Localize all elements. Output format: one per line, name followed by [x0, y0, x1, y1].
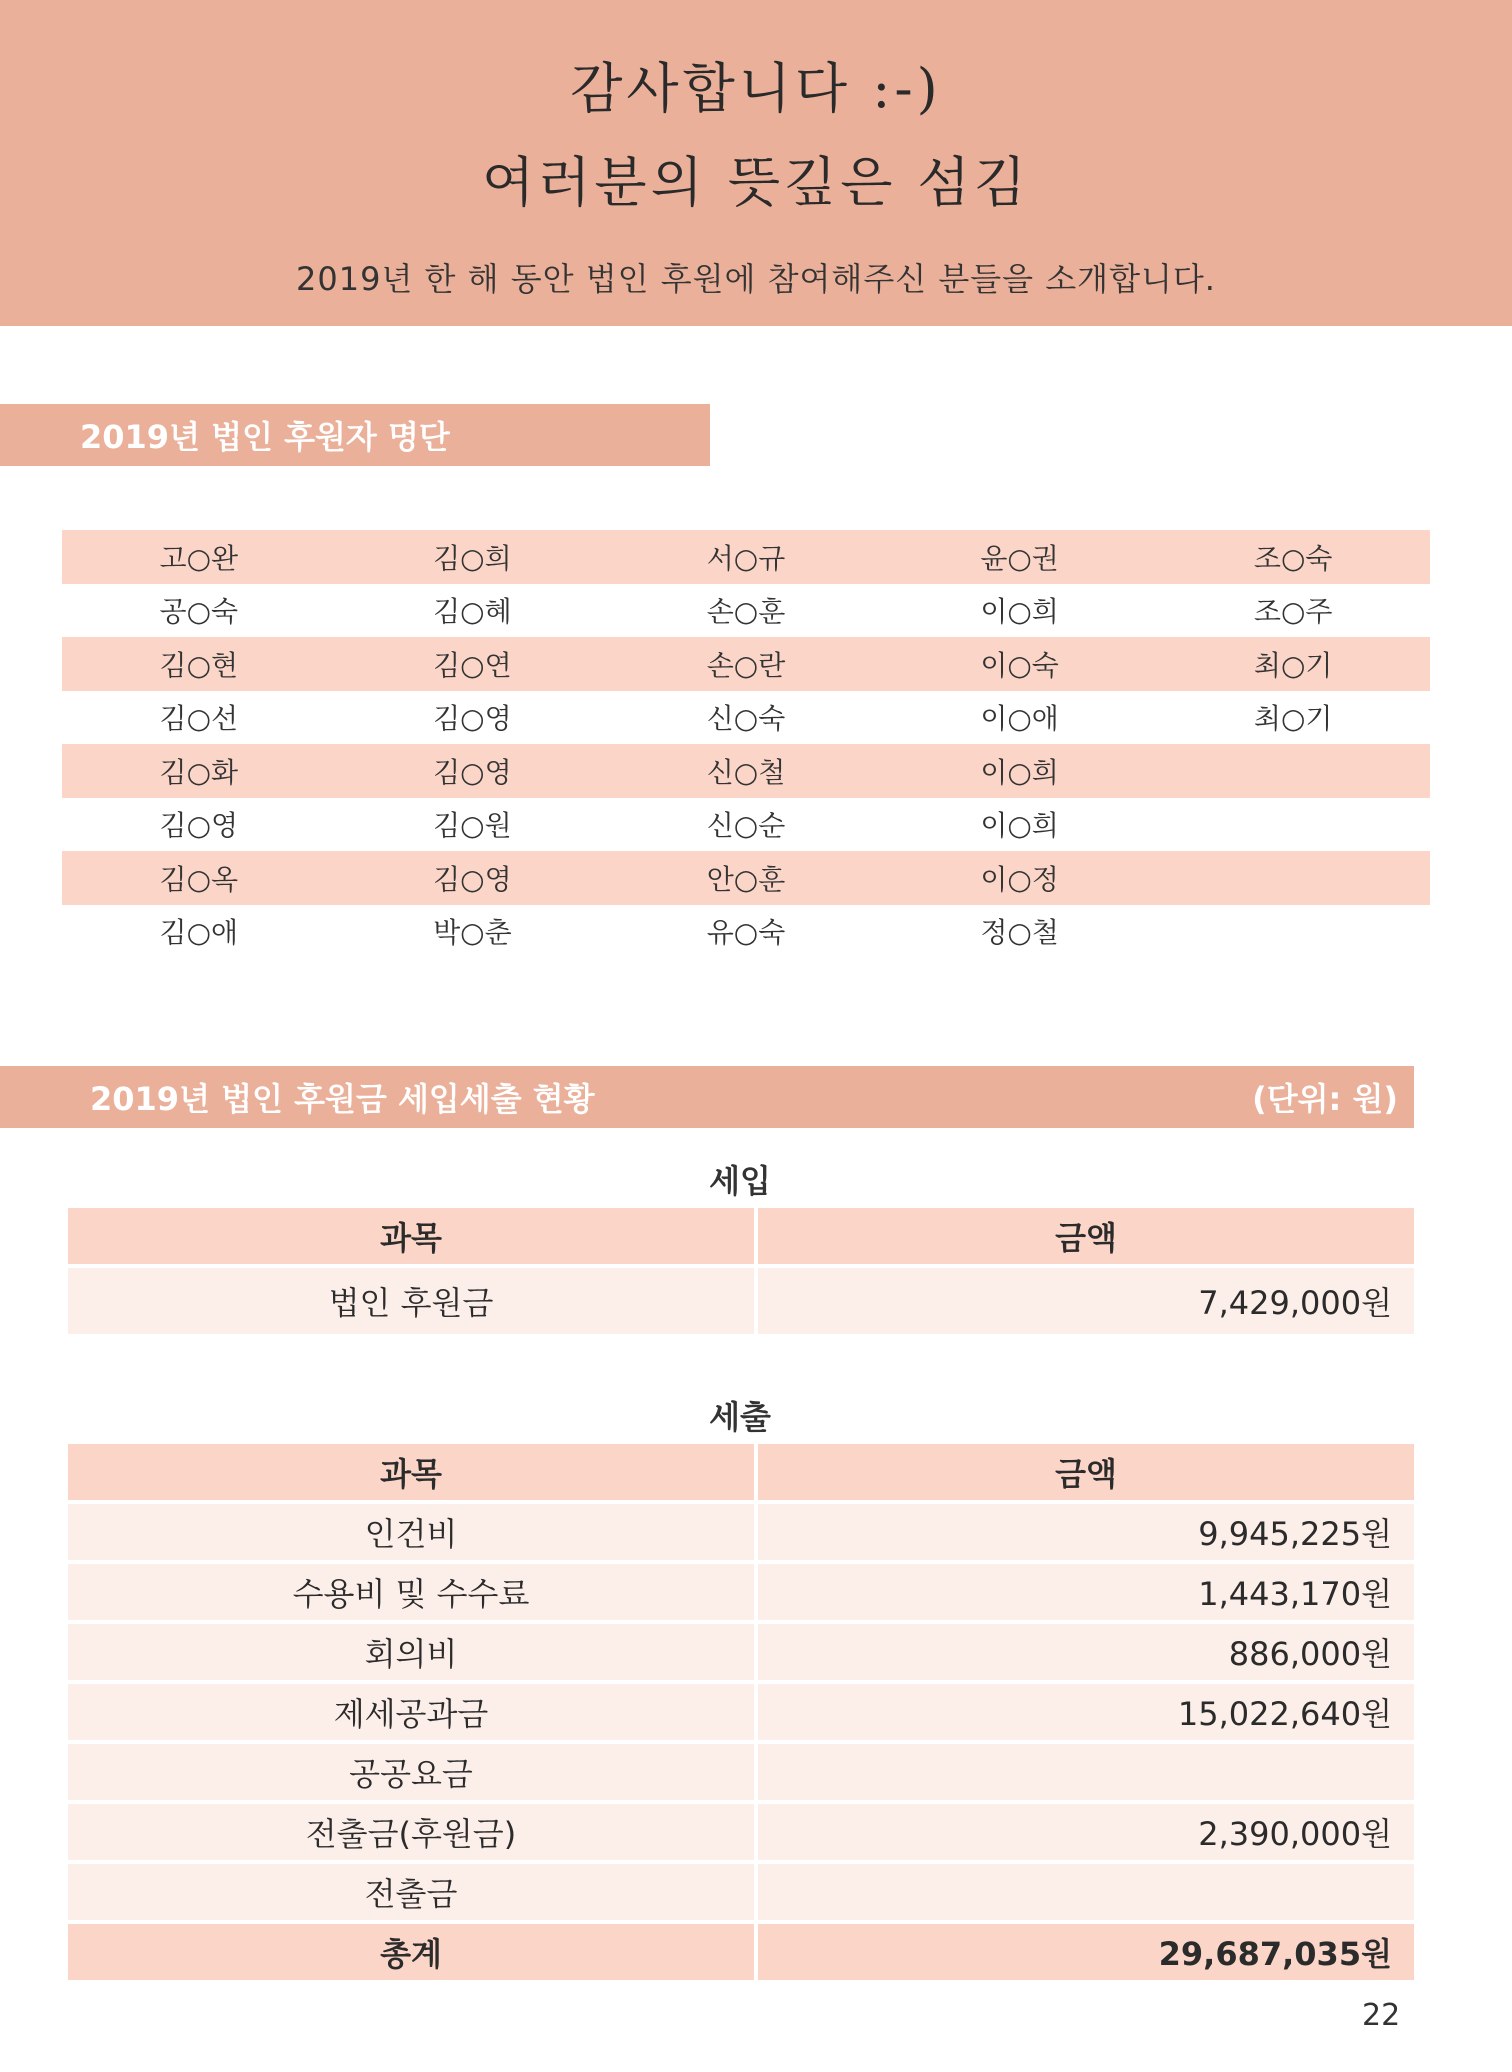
header-banner — [0, 0, 1512, 326]
subject-cell: 법인 후원금 — [68, 1268, 758, 1334]
donor-name — [1156, 798, 1430, 852]
donor-section-title-text: 2019년 법인 후원자 명단 — [80, 418, 450, 456]
donor-row — [62, 851, 1430, 905]
subject-cell: 전출금 — [68, 1864, 758, 1920]
donor-name: 최○기 — [1253, 648, 1333, 682]
donor-name: 이○희 — [980, 809, 1059, 843]
amount-cell — [758, 1864, 1414, 1920]
donor-row — [62, 798, 1430, 852]
intro-text: 2019년 한 해 동안 법인 후원에 참여해주신 분들을 소개합니다. — [296, 260, 1216, 298]
subject-cell: 인건비 — [68, 1504, 758, 1560]
finance-section-title — [0, 1066, 1414, 1128]
donor-name: 조○숙 — [1253, 541, 1333, 575]
table-row — [68, 1504, 1414, 1564]
expense-table — [68, 1444, 1414, 1984]
donor-name: 김○현 — [159, 648, 239, 682]
donor-name: 최○기 — [1253, 702, 1333, 736]
donor-name: 김○영 — [433, 862, 512, 896]
expense-table-title: 세출 — [709, 1398, 771, 1436]
donor-name: 유○숙 — [706, 916, 786, 950]
donor-name: 조○주 — [1253, 595, 1333, 629]
donor-name: 김○영 — [433, 702, 512, 736]
donor-name: 김○애 — [159, 916, 239, 950]
subject-cell: 제세공과금 — [68, 1684, 758, 1740]
amount-cell: 886,000원 — [1228, 1635, 1392, 1673]
table-row — [68, 1624, 1414, 1684]
amount-cell: 15,022,640원 — [1177, 1695, 1392, 1733]
donor-section-title — [0, 404, 710, 466]
table-header-row — [68, 1444, 1414, 1504]
income-table-title: 세입 — [709, 1162, 771, 1200]
unit-label: (단위: 원) — [1252, 1080, 1398, 1118]
donor-name: 손○훈 — [706, 595, 786, 629]
donor-name: 안○훈 — [706, 862, 786, 896]
subject-cell: 수용비 및 수수료 — [68, 1564, 758, 1620]
donor-name: 이○희 — [980, 755, 1059, 789]
header-subject: 과목 — [68, 1208, 758, 1264]
income-table — [68, 1208, 1414, 1338]
donor-name: 서○규 — [706, 541, 786, 575]
donor-name: 신○숙 — [706, 702, 786, 736]
table-header-row — [68, 1208, 1414, 1268]
amount-cell: 2,390,000원 — [1198, 1815, 1392, 1853]
donor-list — [62, 530, 1430, 958]
page-number: 22 — [1362, 1998, 1401, 2033]
donor-name: 김○희 — [433, 541, 512, 575]
donor-name: 신○순 — [706, 809, 786, 843]
amount-cell — [758, 1744, 1414, 1800]
thanks-heading: 감사합니다 :-) — [570, 57, 942, 120]
donor-row — [62, 744, 1430, 798]
donor-name: 이○애 — [980, 702, 1059, 736]
subject-cell: 전출금(후원금) — [68, 1804, 758, 1860]
donor-name: 김○선 — [159, 702, 239, 736]
total-row — [68, 1924, 1414, 1984]
donor-name: 김○원 — [433, 809, 512, 843]
donor-name: 신○철 — [706, 755, 786, 789]
donor-name: 김○옥 — [159, 862, 239, 896]
donor-row — [62, 691, 1430, 745]
donor-name: 윤○권 — [980, 541, 1059, 575]
donor-name: 김○화 — [159, 755, 239, 789]
donor-row — [62, 637, 1430, 691]
donor-name: 박○춘 — [433, 916, 512, 950]
donor-name: 이○희 — [980, 595, 1059, 629]
table-row — [68, 1268, 1414, 1338]
donor-row — [62, 905, 1430, 959]
donor-name: 김○혜 — [433, 595, 512, 629]
donor-name: 김○영 — [433, 755, 512, 789]
donor-name — [1156, 905, 1430, 959]
donor-name — [1156, 744, 1430, 798]
table-row — [68, 1564, 1414, 1624]
table-row — [68, 1864, 1414, 1924]
subject-cell: 회의비 — [68, 1624, 758, 1680]
donor-row — [62, 584, 1430, 638]
header-subject: 과목 — [68, 1444, 758, 1500]
donor-name — [1156, 851, 1430, 905]
total-label: 총계 — [68, 1924, 758, 1980]
header-amount: 금액 — [1055, 1219, 1117, 1257]
finance-section-title-text: 2019년 법인 후원금 세입세출 현황 — [90, 1080, 595, 1118]
amount-cell: 1,443,170원 — [1198, 1575, 1392, 1613]
donor-name: 김○영 — [159, 809, 239, 843]
amount-cell: 9,945,225원 — [1198, 1515, 1392, 1553]
table-row — [68, 1744, 1414, 1804]
donor-name: 고○완 — [159, 541, 239, 575]
total-amount: 29,687,035원 — [1158, 1935, 1392, 1973]
subject-cell: 공공요금 — [68, 1744, 758, 1800]
header-amount: 금액 — [1055, 1455, 1117, 1493]
donor-name: 손○란 — [706, 648, 786, 682]
donor-row — [62, 530, 1430, 584]
donor-name: 김○연 — [433, 648, 512, 682]
donor-name: 공○숙 — [159, 595, 239, 629]
donor-name: 정○철 — [980, 916, 1059, 950]
amount-cell: 7,429,000원 — [1198, 1284, 1392, 1322]
donor-name: 이○정 — [980, 862, 1059, 896]
table-row — [68, 1804, 1414, 1864]
donor-name: 이○숙 — [980, 648, 1059, 682]
table-row — [68, 1684, 1414, 1744]
thanks-subheading: 여러분의 뜻깊은 섬김 — [482, 151, 1030, 214]
